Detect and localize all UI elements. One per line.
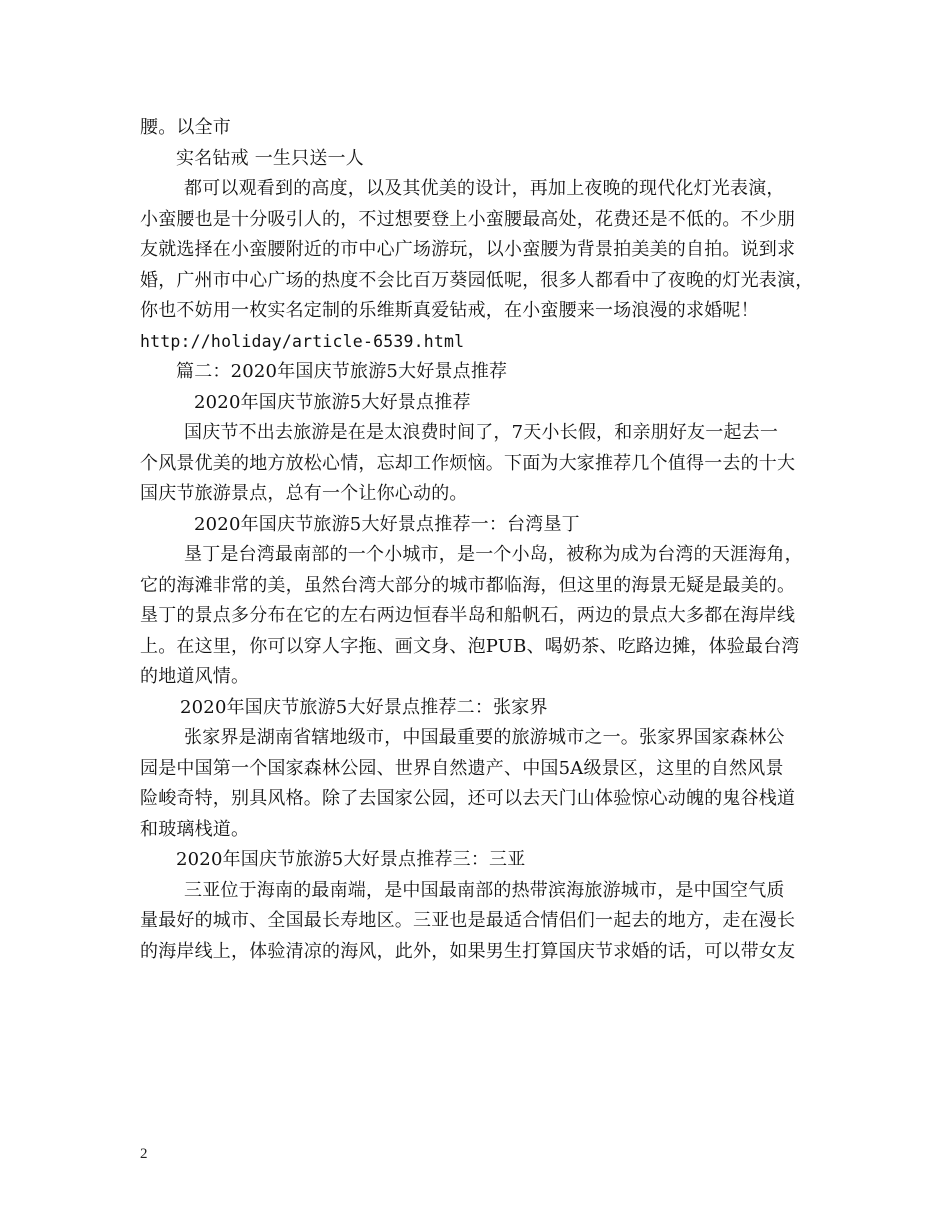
body-line: 小蛮腰也是十分吸引人的，不过想要登上小蛮腰最高处，花费还是不低的。不少朋 [140, 208, 796, 230]
section-title: 2020年国庆节旅游5大好景点推荐 [194, 391, 471, 413]
body-line: 三亚位于海南的最南端，是中国最南部的热带滨海旅游城市，是中国空气质 [184, 879, 785, 901]
body-line: 和玻璃栈道。 [140, 818, 250, 840]
body-line: 险峻奇特，别具风格。除了去国家公园，还可以去天门山体验惊心动魄的鬼谷栈道 [140, 788, 796, 809]
body-line: 个风景优美的地方放松心情，忘却工作烦恼。下面为大家推荐几个值得一去的十大 [140, 452, 796, 474]
body-line: 你也不妨用一枚实名定制的乐维斯真爱钻戒，在小蛮腰来一场浪漫的求婚呢！ [140, 300, 759, 321]
page-number: 2 [140, 1146, 148, 1162]
body-line: 园是中国第一个国家森林公园、世界自然遗产、中国5A级景区，这里的自然风景 [140, 757, 784, 779]
body-line: 的海岸线上，体验清凉的海风，此外，如果男生打算国庆节求婚的话，可以带女友 [140, 940, 796, 962]
body-line: 量最好的城市、全国最长寿地区。三亚也是最适合情侣们一起去的地方，走在漫长 [140, 910, 796, 931]
body-line: 的地道风情。 [140, 666, 250, 687]
section-heading: 篇二：2020年国庆节旅游5大好景点推荐 [176, 361, 508, 382]
body-line: 张家界是湖南省辖地级市，中国最重要的旅游城市之一。张家界国家森林公 [184, 727, 785, 748]
body-line: 实名钻戒 一生只送一人 [176, 147, 364, 169]
document-body [140, 113, 820, 967]
body-line: 婚，广州市中心广场的热度不会比百万葵园低呢，很多人都看中了夜晚的灯光表演， [140, 269, 814, 291]
subsection-heading: 2020年国庆节旅游5大好景点推荐二：张家界 [180, 696, 548, 718]
body-line: 国庆节不出去旅游是在是太浪费时间了，7天小长假，和亲朋好友一起去一 [184, 422, 779, 443]
subsection-heading: 2020年国庆节旅游5大好景点推荐一：台湾垦丁 [194, 513, 580, 535]
body-line: 都可以观看到的高度，以及其优美的设计，再加上夜晚的现代化灯光表演， [184, 178, 785, 199]
body-line: 垦丁的景点多分布在它的左右两边恒春半岛和船帆石，两边的景点大多都在海岸线 [140, 605, 796, 626]
body-line: 友就选择在小蛮腰附近的市中心广场游玩，以小蛮腰为背景拍美美的自拍。说到求 [140, 239, 796, 260]
article-url: http://holiday/article-6539.html [140, 331, 465, 351]
body-line: 垦丁是台湾最南部的一个小城市，是一个小岛，被称为成为台湾的天涯海角， [184, 544, 803, 565]
body-line: 国庆节旅游景点，总有一个让你心动的。 [140, 483, 468, 504]
subsection-heading: 2020年国庆节旅游5大好景点推荐三：三亚 [176, 849, 526, 870]
body-line: 它的海滩非常的美，虽然台湾大部分的城市都临海，但这里的海景无疑是最美的。 [140, 574, 796, 596]
body-line: 上。在这里，你可以穿人字拖、画文身、泡PUB、喝奶茶、吃路边摊，体验最台湾 [140, 635, 800, 657]
body-line: 腰。以全市 [140, 117, 231, 138]
